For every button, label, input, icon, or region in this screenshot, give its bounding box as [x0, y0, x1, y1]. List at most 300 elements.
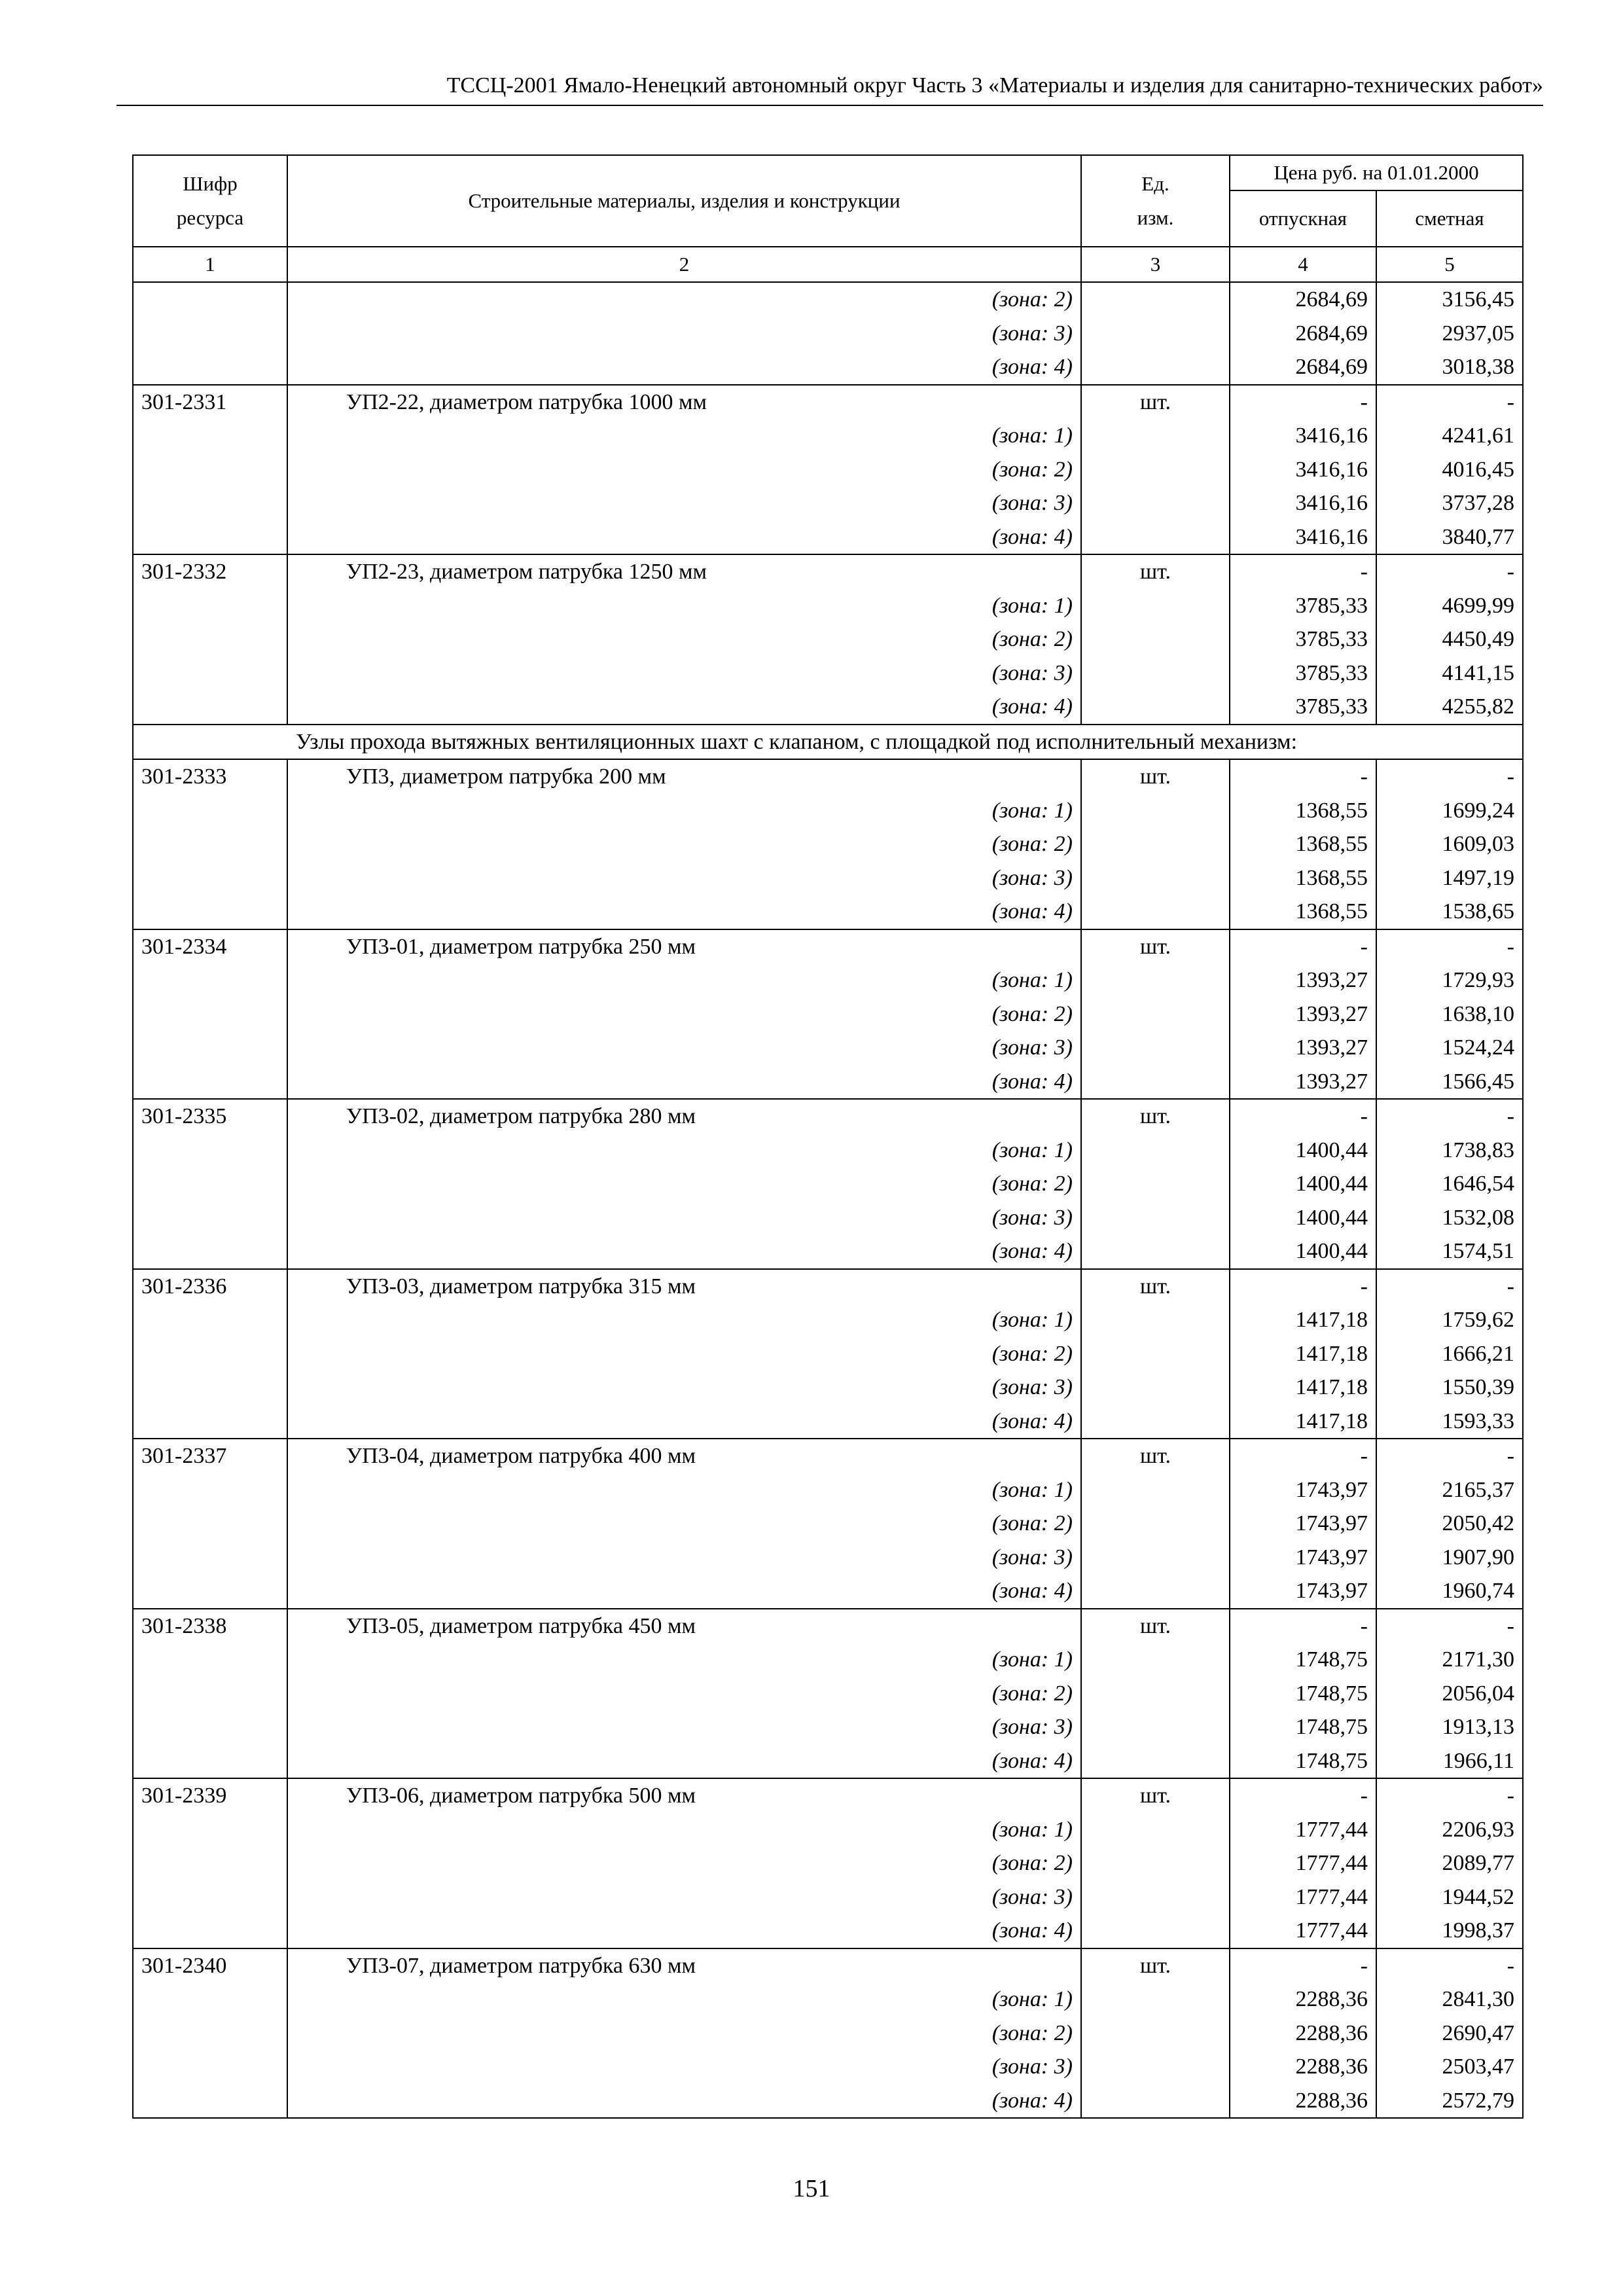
zone-row — [133, 2050, 1523, 2084]
code-cell — [133, 1065, 287, 1100]
item-name: УП3-05, диаметром патрубка 450 мм — [346, 1613, 696, 1638]
zone-row — [133, 1677, 1523, 1711]
zone-label: (зона: 2) — [287, 1167, 1081, 1201]
code-cell — [133, 963, 287, 997]
zone-row — [133, 350, 1523, 385]
code-cell — [133, 1303, 287, 1337]
zone-row — [133, 1846, 1523, 1880]
estimate-price: 1966,11 — [1376, 1744, 1523, 1779]
resource-code: 301-2334 — [133, 929, 287, 964]
release-price: 1748,75 — [1230, 1744, 1376, 1779]
zone-label: (зона: 2) — [287, 622, 1081, 656]
estimate-price: 2937,05 — [1376, 317, 1523, 351]
zone-row — [133, 1065, 1523, 1100]
code-cell — [133, 1371, 287, 1405]
release-price: 1393,27 — [1230, 1065, 1376, 1100]
estimate-price: - — [1376, 385, 1523, 420]
release-price: 1748,75 — [1230, 1677, 1376, 1711]
release-price: - — [1230, 1439, 1376, 1473]
zone-label: (зона: 4) — [287, 2084, 1081, 2119]
estimate-price: 4450,49 — [1376, 622, 1523, 656]
unit-cell — [1081, 1371, 1230, 1405]
release-price: 1368,55 — [1230, 861, 1376, 895]
code-cell — [133, 1744, 287, 1779]
resource-code: 301-2336 — [133, 1269, 287, 1304]
unit-cell — [1081, 1541, 1230, 1575]
estimate-price: 1638,10 — [1376, 997, 1523, 1031]
col-header-name: Строительные материалы, изделия и конструкции — [287, 155, 1081, 247]
unit: шт. — [1081, 1948, 1230, 1983]
zone-label: (зона: 1) — [287, 1134, 1081, 1168]
zone-label: (зона: 2) — [287, 453, 1081, 487]
col-number: 5 — [1376, 247, 1523, 282]
code-cell — [133, 486, 287, 520]
code-cell — [133, 1473, 287, 1507]
code-cell — [133, 1031, 287, 1065]
zone-label: (зона: 1) — [287, 1473, 1081, 1507]
unit-cell — [1081, 1677, 1230, 1711]
zone-row — [133, 419, 1523, 453]
zone-row — [133, 1507, 1523, 1541]
unit: шт. — [1081, 1439, 1230, 1473]
release-price: 1417,18 — [1230, 1337, 1376, 1371]
zone-label: (зона: 3) — [287, 1880, 1081, 1914]
zone-label: (зона: 4) — [287, 1065, 1081, 1100]
release-price: 3785,33 — [1230, 589, 1376, 623]
release-price: 3416,16 — [1230, 520, 1376, 555]
item-row — [133, 1099, 1523, 1134]
col-header-estimate: сметная — [1376, 190, 1523, 247]
code-cell — [133, 419, 287, 453]
release-price: 1400,44 — [1230, 1234, 1376, 1269]
estimate-price: 2841,30 — [1376, 1982, 1523, 2017]
zone-label: (зона: 2) — [287, 1507, 1081, 1541]
zone-label: (зона: 2) — [287, 1846, 1081, 1880]
zone-row — [133, 1201, 1523, 1235]
release-price: 2684,69 — [1230, 282, 1376, 317]
unit-cell — [1081, 1982, 1230, 2017]
estimate-price: 1998,37 — [1376, 1914, 1523, 1948]
code-cell — [133, 2017, 287, 2051]
item-row — [133, 1778, 1523, 1813]
zone-label: (зона: 2) — [287, 997, 1081, 1031]
release-price: - — [1230, 1948, 1376, 1983]
estimate-price: 3737,28 — [1376, 486, 1523, 520]
estimate-price: 4255,82 — [1376, 690, 1523, 725]
unit-cell — [1081, 997, 1230, 1031]
estimate-price: - — [1376, 1099, 1523, 1134]
code-cell — [133, 1134, 287, 1168]
header-rule — [116, 105, 1543, 106]
zone-row — [133, 1031, 1523, 1065]
unit-cell — [1081, 1643, 1230, 1677]
zone-row — [133, 690, 1523, 725]
estimate-price: 2503,47 — [1376, 2050, 1523, 2084]
zone-row — [133, 589, 1523, 623]
zone-label: (зона: 4) — [287, 690, 1081, 725]
estimate-price: 2050,42 — [1376, 1507, 1523, 1541]
item-name-cell — [287, 1439, 1081, 1473]
estimate-price: 1699,24 — [1376, 794, 1523, 828]
release-price: - — [1230, 1269, 1376, 1304]
unit-cell — [1081, 1065, 1230, 1100]
unit: шт. — [1081, 1269, 1230, 1304]
unit-cell — [1081, 1507, 1230, 1541]
release-price: 1400,44 — [1230, 1167, 1376, 1201]
unit-cell — [1081, 895, 1230, 929]
code-cell — [133, 350, 287, 385]
item-row — [133, 385, 1523, 420]
resource-code: 301-2339 — [133, 1778, 287, 1813]
estimate-price: 3018,38 — [1376, 350, 1523, 385]
estimate-price: 1913,13 — [1376, 1710, 1523, 1744]
unit-cell — [1081, 861, 1230, 895]
zone-row — [133, 520, 1523, 555]
release-price: 2684,69 — [1230, 350, 1376, 385]
unit: шт. — [1081, 929, 1230, 964]
estimate-price: 4699,99 — [1376, 589, 1523, 623]
item-row — [133, 1948, 1523, 1983]
estimate-price: 1944,52 — [1376, 1880, 1523, 1914]
zone-label: (зона: 3) — [287, 656, 1081, 691]
item-row — [133, 554, 1523, 589]
estimate-price: 1646,54 — [1376, 1167, 1523, 1201]
estimate-price: 1532,08 — [1376, 1201, 1523, 1235]
release-price: 2684,69 — [1230, 317, 1376, 351]
estimate-price: 1566,45 — [1376, 1065, 1523, 1100]
code-cell — [133, 1541, 287, 1575]
release-price: 3785,33 — [1230, 656, 1376, 691]
col-header-unit: Ед. изм. — [1081, 155, 1230, 247]
resource-code: 301-2333 — [133, 759, 287, 794]
release-price: 1393,27 — [1230, 997, 1376, 1031]
zone-label: (зона: 1) — [287, 1813, 1081, 1847]
item-name-cell — [287, 759, 1081, 794]
item-name-cell — [287, 554, 1081, 589]
estimate-price: - — [1376, 759, 1523, 794]
release-price: 1743,97 — [1230, 1473, 1376, 1507]
zone-row — [133, 1234, 1523, 1269]
code-cell — [133, 1201, 287, 1235]
item-row — [133, 929, 1523, 964]
section-title: Узлы прохода вытяжных вентиляционных шахт с клапаном, с площадкой под исполнительный механизм: — [133, 725, 1523, 760]
code-cell — [133, 690, 287, 725]
item-name: УП3-01, диаметром патрубка 250 мм — [346, 934, 696, 959]
estimate-price: 1729,93 — [1376, 963, 1523, 997]
release-price: 1393,27 — [1230, 963, 1376, 997]
estimate-price: 4241,61 — [1376, 419, 1523, 453]
zone-label: (зона: 2) — [287, 282, 1081, 317]
zone-label: (зона: 2) — [287, 1337, 1081, 1371]
estimate-price: 2165,37 — [1376, 1473, 1523, 1507]
unit-cell — [1081, 1134, 1230, 1168]
unit-cell — [1081, 2017, 1230, 2051]
estimate-price: 1538,65 — [1376, 895, 1523, 929]
column-number-row — [133, 247, 1523, 282]
item-name: УП3-02, диаметром патрубка 280 мм — [346, 1104, 696, 1128]
release-price: 2288,36 — [1230, 2050, 1376, 2084]
resource-code: 301-2335 — [133, 1099, 287, 1134]
estimate-price: - — [1376, 1778, 1523, 1813]
col-number: 3 — [1081, 247, 1230, 282]
zone-row — [133, 1371, 1523, 1405]
item-row — [133, 1609, 1523, 1643]
estimate-price: 2171,30 — [1376, 1643, 1523, 1677]
zone-row — [133, 1813, 1523, 1847]
item-name-cell — [287, 929, 1081, 964]
code-cell — [133, 1677, 287, 1711]
code-cell — [133, 589, 287, 623]
unit-cell — [1081, 656, 1230, 691]
zone-row — [133, 1914, 1523, 1948]
unit-cell — [1081, 1234, 1230, 1269]
code-cell — [133, 622, 287, 656]
unit-cell — [1081, 963, 1230, 997]
zone-row — [133, 2084, 1523, 2119]
unit-cell — [1081, 690, 1230, 725]
item-name: УП2-22, диаметром патрубка 1000 мм — [346, 389, 707, 414]
release-price: - — [1230, 929, 1376, 964]
code-cell — [133, 827, 287, 861]
zone-label: (зона: 3) — [287, 1201, 1081, 1235]
estimate-price: 3156,45 — [1376, 282, 1523, 317]
code-cell — [133, 895, 287, 929]
col-header-code: Шифр ресурса — [133, 155, 287, 247]
release-price: - — [1230, 759, 1376, 794]
code-cell — [133, 520, 287, 555]
release-price: - — [1230, 554, 1376, 589]
code-cell — [133, 656, 287, 691]
zone-row — [133, 317, 1523, 351]
zone-row — [133, 2017, 1523, 2051]
zone-row — [133, 1134, 1523, 1168]
unit-cell — [1081, 282, 1230, 317]
unit-cell — [1081, 622, 1230, 656]
release-price: 1368,55 — [1230, 794, 1376, 828]
zone-row — [133, 895, 1523, 929]
release-price: 2288,36 — [1230, 1982, 1376, 2017]
zone-label: (зона: 1) — [287, 1303, 1081, 1337]
unit-cell — [1081, 1846, 1230, 1880]
unit: шт. — [1081, 759, 1230, 794]
resource-code: 301-2338 — [133, 1609, 287, 1643]
estimate-price: 1574,51 — [1376, 1234, 1523, 1269]
estimate-price: - — [1376, 1948, 1523, 1983]
unit-cell — [1081, 1813, 1230, 1847]
zone-label: (зона: 2) — [287, 1677, 1081, 1711]
unit-cell — [1081, 419, 1230, 453]
code-cell — [133, 997, 287, 1031]
code-cell — [133, 1914, 287, 1948]
zone-row — [133, 486, 1523, 520]
code-cell — [133, 1234, 287, 1269]
zone-row — [133, 827, 1523, 861]
estimate-price: 2572,79 — [1376, 2084, 1523, 2119]
release-price: 1417,18 — [1230, 1371, 1376, 1405]
estimate-price: 2206,93 — [1376, 1813, 1523, 1847]
release-price: - — [1230, 1099, 1376, 1134]
col-number: 2 — [287, 247, 1081, 282]
unit-cell — [1081, 1880, 1230, 1914]
item-row — [133, 759, 1523, 794]
estimate-price: 2089,77 — [1376, 1846, 1523, 1880]
unit-cell — [1081, 1914, 1230, 1948]
release-price: 1743,97 — [1230, 1574, 1376, 1609]
estimate-price: - — [1376, 1439, 1523, 1473]
zone-label: (зона: 3) — [287, 861, 1081, 895]
zone-label: (зона: 4) — [287, 350, 1081, 385]
zone-row — [133, 1167, 1523, 1201]
zone-label: (зона: 3) — [287, 1031, 1081, 1065]
release-price: 1417,18 — [1230, 1303, 1376, 1337]
zone-row — [133, 1303, 1523, 1337]
zone-label: (зона: 1) — [287, 794, 1081, 828]
zone-label: (зона: 3) — [287, 1371, 1081, 1405]
code-cell — [133, 1813, 287, 1847]
estimate-price: 2690,47 — [1376, 2017, 1523, 2051]
item-name-cell — [287, 385, 1081, 420]
release-price: 1368,55 — [1230, 827, 1376, 861]
code-cell — [133, 1982, 287, 2017]
release-price: - — [1230, 1778, 1376, 1813]
zone-label: (зона: 4) — [287, 1574, 1081, 1609]
estimate-price: 1497,19 — [1376, 861, 1523, 895]
zone-label: (зона: 1) — [287, 589, 1081, 623]
code-cell — [133, 1507, 287, 1541]
section-row — [133, 725, 1523, 760]
item-row — [133, 1269, 1523, 1304]
running-header: ТССЦ-2001 Ямало-Ненецкий автономный округ Часть 3 «Материалы и изделия для санитарно-технических работ» — [446, 73, 1543, 98]
zone-row — [133, 861, 1523, 895]
code-cell — [133, 1846, 287, 1880]
release-price: 1400,44 — [1230, 1201, 1376, 1235]
zone-row — [133, 282, 1523, 317]
release-price: - — [1230, 385, 1376, 420]
unit-cell — [1081, 520, 1230, 555]
item-name: УП3, диаметром патрубка 200 мм — [346, 764, 666, 789]
zone-label: (зона: 4) — [287, 1234, 1081, 1269]
unit: шт. — [1081, 385, 1230, 420]
unit-cell — [1081, 1337, 1230, 1371]
estimate-price: - — [1376, 1269, 1523, 1304]
zone-label: (зона: 4) — [287, 1744, 1081, 1779]
unit: шт. — [1081, 1609, 1230, 1643]
page-number: 151 — [793, 2175, 830, 2202]
resource-code: 301-2337 — [133, 1439, 287, 1473]
release-price: 1400,44 — [1230, 1134, 1376, 1168]
zone-label: (зона: 4) — [287, 1914, 1081, 1948]
zone-label: (зона: 4) — [287, 1405, 1081, 1439]
estimate-price: 1524,24 — [1376, 1031, 1523, 1065]
zone-label: (зона: 3) — [287, 1710, 1081, 1744]
release-price: 1748,75 — [1230, 1643, 1376, 1677]
unit-cell — [1081, 1201, 1230, 1235]
estimate-price: 1738,83 — [1376, 1134, 1523, 1168]
release-price: 1743,97 — [1230, 1541, 1376, 1575]
release-price: 1417,18 — [1230, 1405, 1376, 1439]
code-cell — [133, 1337, 287, 1371]
zone-label: (зона: 3) — [287, 1541, 1081, 1575]
item-name: УП3-04, диаметром патрубка 400 мм — [346, 1444, 696, 1468]
release-price: 3416,16 — [1230, 419, 1376, 453]
estimate-price: - — [1376, 1609, 1523, 1643]
estimate-price: 2056,04 — [1376, 1677, 1523, 1711]
code-cell — [133, 794, 287, 828]
unit-cell — [1081, 2084, 1230, 2119]
release-price: 3416,16 — [1230, 486, 1376, 520]
zone-row — [133, 622, 1523, 656]
estimate-price: - — [1376, 929, 1523, 964]
estimate-price: 1666,21 — [1376, 1337, 1523, 1371]
release-price: 1777,44 — [1230, 1813, 1376, 1847]
code-cell — [133, 2084, 287, 2119]
zone-row — [133, 794, 1523, 828]
estimate-price: 1960,74 — [1376, 1574, 1523, 1609]
release-price: 1777,44 — [1230, 1846, 1376, 1880]
zone-row — [133, 656, 1523, 691]
zone-label: (зона: 3) — [287, 2050, 1081, 2084]
item-name-cell — [287, 1609, 1081, 1643]
estimate-price: 1907,90 — [1376, 1541, 1523, 1575]
item-name-cell — [287, 1099, 1081, 1134]
release-price: 3785,33 — [1230, 622, 1376, 656]
unit-cell — [1081, 350, 1230, 385]
release-price: 2288,36 — [1230, 2084, 1376, 2119]
item-name: УП3-07, диаметром патрубка 630 мм — [346, 1953, 696, 1978]
col-number: 1 — [133, 247, 287, 282]
item-name-cell — [287, 1948, 1081, 1983]
zone-row — [133, 1982, 1523, 2017]
release-price: 3416,16 — [1230, 453, 1376, 487]
resource-code: 301-2332 — [133, 554, 287, 589]
unit-cell — [1081, 827, 1230, 861]
estimate-price: 1550,39 — [1376, 1371, 1523, 1405]
code-cell — [133, 282, 287, 317]
zone-row — [133, 1337, 1523, 1371]
item-row — [133, 1439, 1523, 1473]
release-price: - — [1230, 1609, 1376, 1643]
item-name: УП3-06, диаметром патрубка 500 мм — [346, 1784, 696, 1808]
zone-row — [133, 997, 1523, 1031]
unit-cell — [1081, 1303, 1230, 1337]
zone-label: (зона: 4) — [287, 895, 1081, 929]
unit: шт. — [1081, 1099, 1230, 1134]
col-header-release: отпускная — [1230, 190, 1376, 247]
release-price: 2288,36 — [1230, 2017, 1376, 2051]
estimate-price: - — [1376, 554, 1523, 589]
code-cell — [133, 1574, 287, 1609]
unit-cell — [1081, 2050, 1230, 2084]
release-price: 1777,44 — [1230, 1880, 1376, 1914]
item-name-cell — [287, 1269, 1081, 1304]
code-cell — [133, 1710, 287, 1744]
resource-code: 301-2331 — [133, 385, 287, 420]
unit-cell — [1081, 794, 1230, 828]
zone-label: (зона: 1) — [287, 1643, 1081, 1677]
release-price: 1748,75 — [1230, 1710, 1376, 1744]
estimate-price: 3840,77 — [1376, 520, 1523, 555]
estimate-price: 1593,33 — [1376, 1405, 1523, 1439]
item-name: УП3-03, диаметром патрубка 315 мм — [346, 1274, 696, 1299]
zone-label: (зона: 2) — [287, 2017, 1081, 2051]
release-price: 3785,33 — [1230, 690, 1376, 725]
release-price: 1777,44 — [1230, 1914, 1376, 1948]
unit-cell — [1081, 1405, 1230, 1439]
zone-row — [133, 1405, 1523, 1439]
estimate-price: 1609,03 — [1376, 827, 1523, 861]
unit-cell — [1081, 1710, 1230, 1744]
unit-cell — [1081, 589, 1230, 623]
